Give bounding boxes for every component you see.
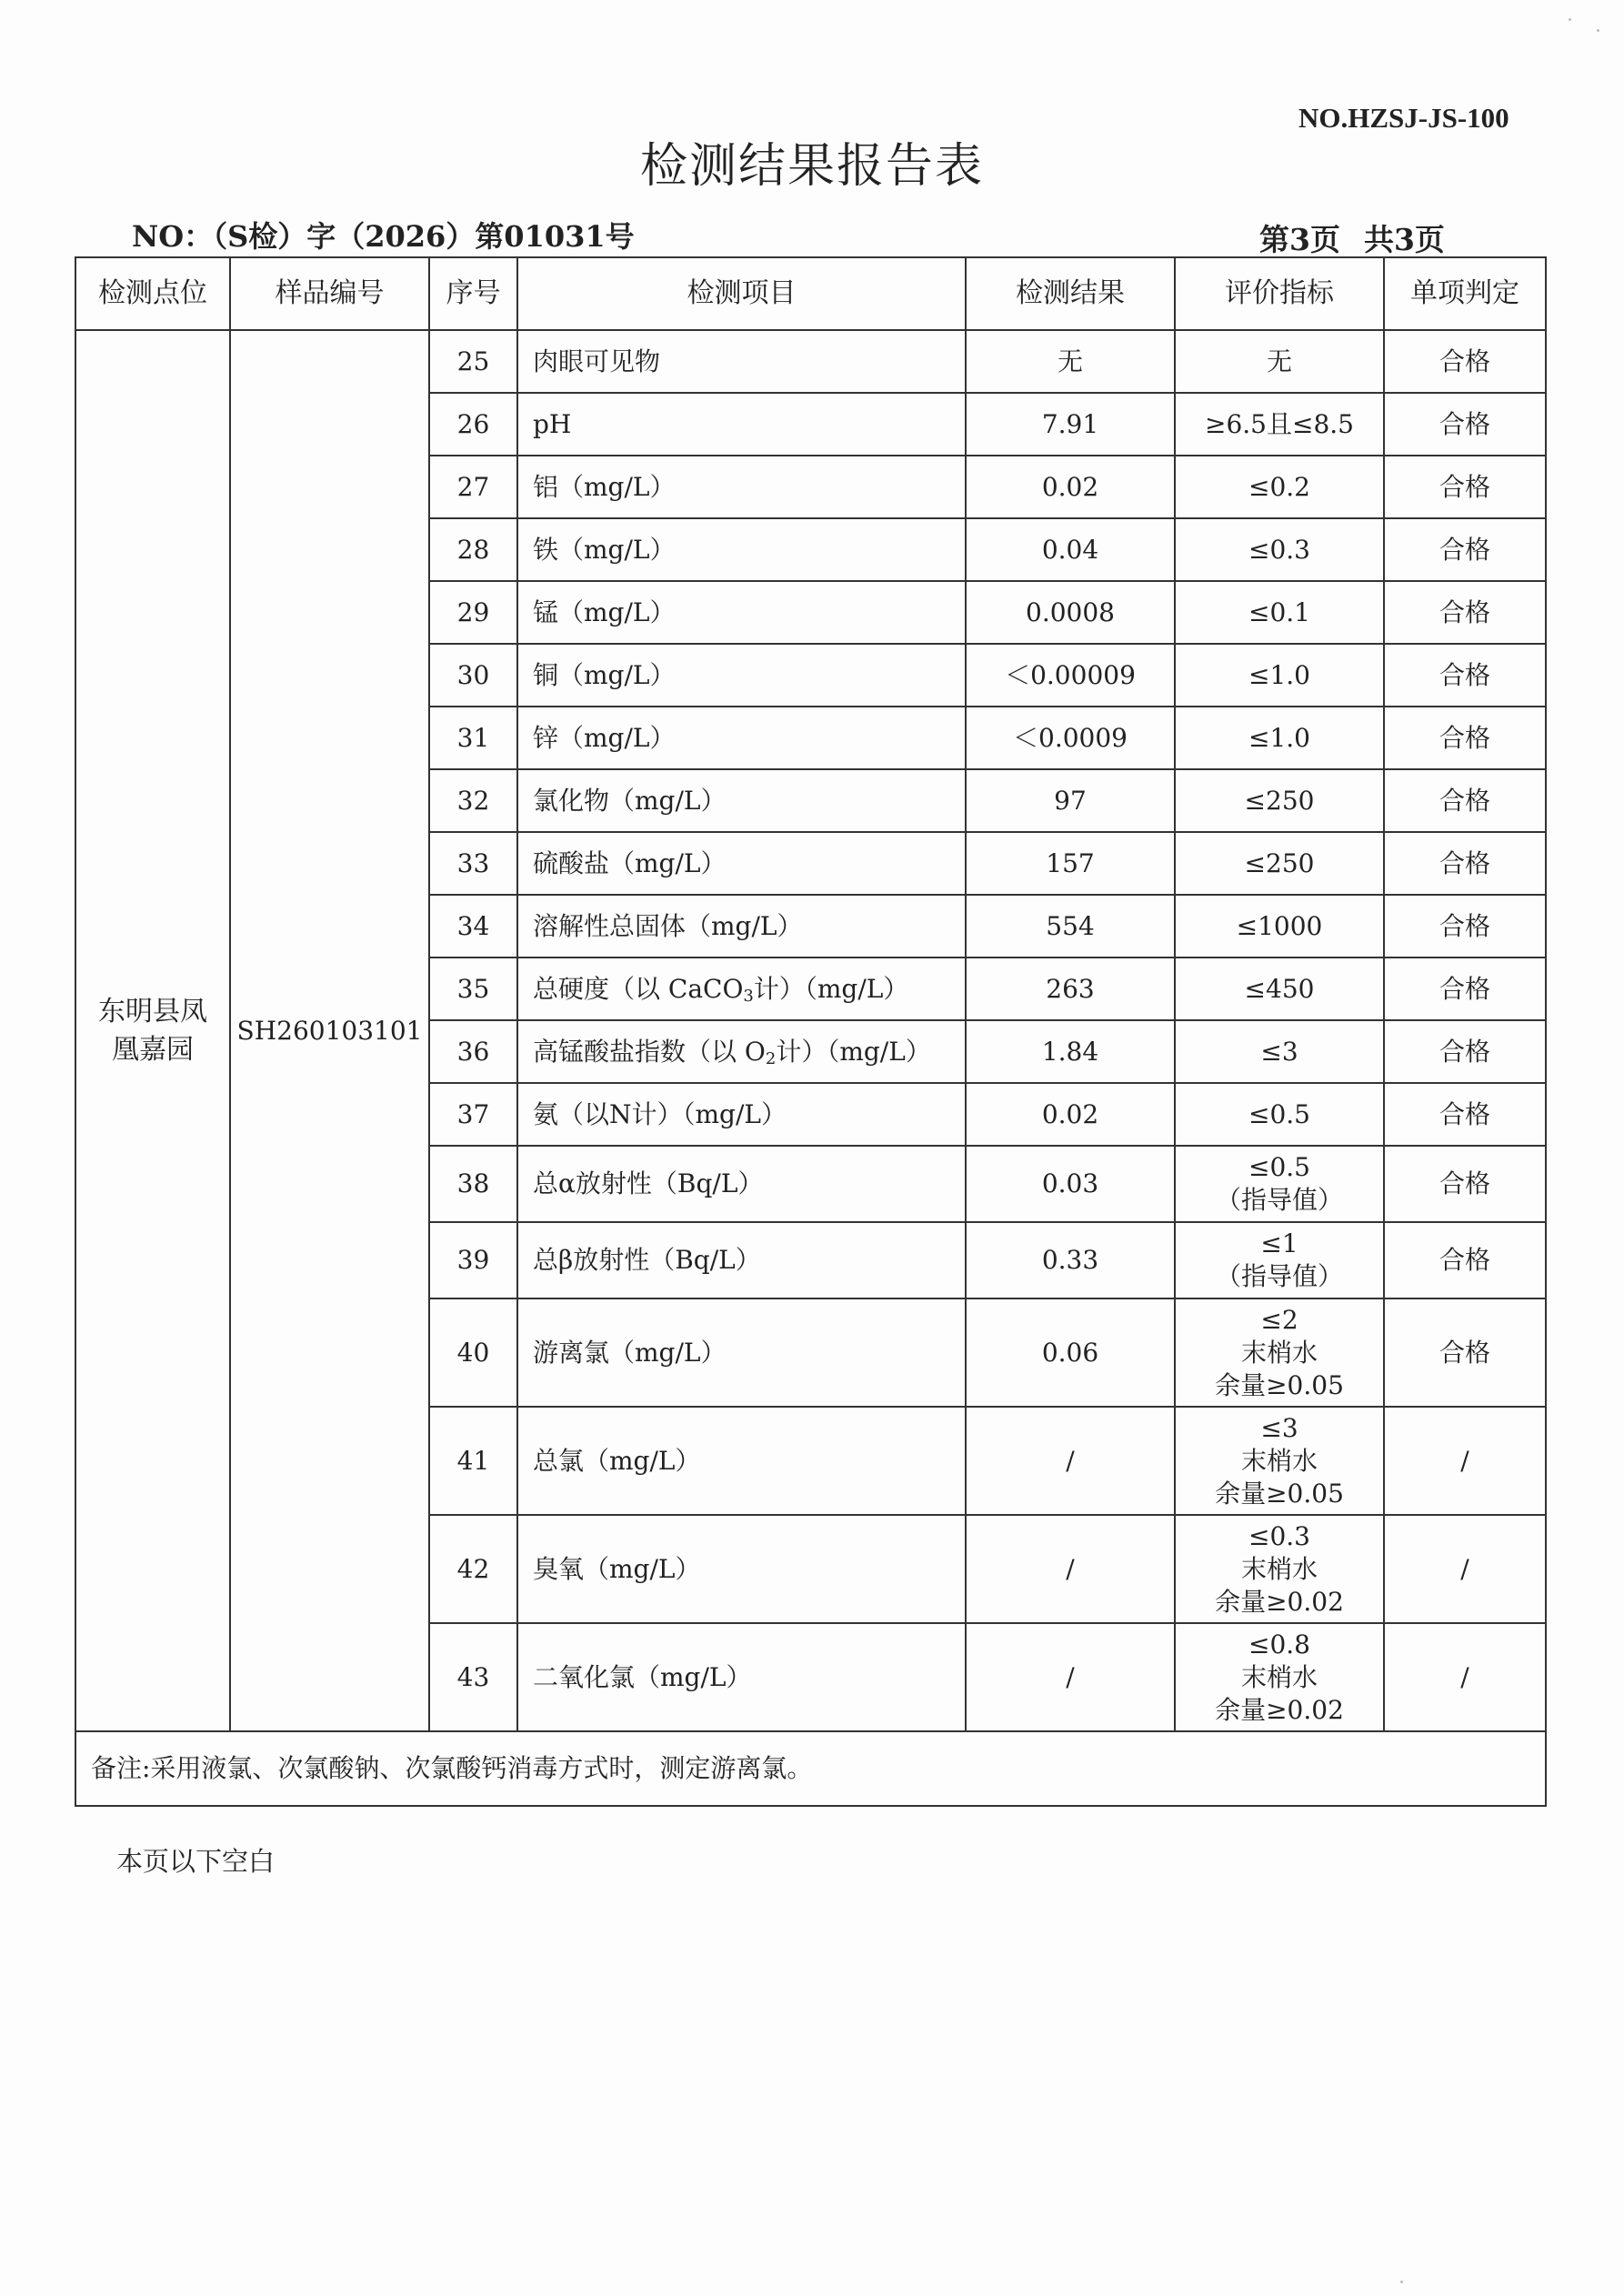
seq-cell: 40 xyxy=(429,1298,517,1407)
standard-cell xyxy=(1175,1222,1384,1298)
result-cell: ＜0.00009 xyxy=(966,644,1175,707)
verdict-cell: 合格 xyxy=(1384,1020,1546,1083)
standard-line: ≤3 xyxy=(1260,1412,1298,1443)
standard-line: 余量≥0.05 xyxy=(1215,1478,1344,1509)
item-cell: 氨（以N计）（mg/L） xyxy=(517,1083,966,1146)
standard-cell xyxy=(1175,1146,1384,1222)
seq-cell: 36 xyxy=(429,1020,517,1083)
seq-cell: 27 xyxy=(429,456,517,518)
col-header-result: 检测结果 xyxy=(966,257,1175,330)
item-cell: 铁（mg/L） xyxy=(517,518,966,581)
results-table xyxy=(75,256,1547,1807)
item-text: 计）（mg/L） xyxy=(753,973,909,1004)
seq-cell: 37 xyxy=(429,1083,517,1146)
item-cell: 锰（mg/L） xyxy=(517,581,966,644)
sample-no-cell: SH260103101 xyxy=(230,330,429,1731)
standard-line: ≤0.5 xyxy=(1248,1152,1310,1182)
item-text: 总硬度（以 CaCO xyxy=(533,973,744,1004)
standard-cell: ≤450 xyxy=(1175,958,1384,1020)
item-cell: 氯化物（mg/L） xyxy=(517,769,966,832)
standard-line: ≤1 xyxy=(1260,1228,1298,1258)
seq-cell: 32 xyxy=(429,769,517,832)
item-cell: 铝（mg/L） xyxy=(517,456,966,518)
standard-cell: ≤0.2 xyxy=(1175,456,1384,518)
blank-page-note: 本页以下空白 xyxy=(116,1846,276,1877)
verdict-cell: / xyxy=(1384,1515,1546,1623)
verdict-cell: 合格 xyxy=(1384,707,1546,769)
standard-cell: ≤0.3 xyxy=(1175,518,1384,581)
item-subscript: 3 xyxy=(743,986,754,1006)
standard-line: 余量≥0.02 xyxy=(1215,1694,1344,1725)
standard-cell: ≤250 xyxy=(1175,832,1384,895)
location-text: 东明县凤凰嘉园 xyxy=(98,995,207,1066)
scan-speck xyxy=(1597,29,1599,32)
result-cell: / xyxy=(966,1623,1175,1731)
standard-cell xyxy=(1175,1515,1384,1623)
page-current: 第3页 xyxy=(1259,222,1340,257)
item-cell xyxy=(517,1020,966,1083)
result-cell: 263 xyxy=(966,958,1175,1020)
result-cell: 554 xyxy=(966,895,1175,958)
result-cell: 0.33 xyxy=(966,1222,1175,1298)
standard-cell xyxy=(1175,1407,1384,1515)
verdict-cell: 合格 xyxy=(1384,1146,1546,1222)
result-cell: 无 xyxy=(966,330,1175,393)
item-cell: 游离氯（mg/L） xyxy=(517,1298,966,1407)
col-header-seq: 序号 xyxy=(429,257,517,330)
verdict-cell: 合格 xyxy=(1384,832,1546,895)
note-row xyxy=(75,1731,1546,1806)
report-number: NO：（S检）字（2026）第01031号 xyxy=(132,219,635,254)
seq-cell: 38 xyxy=(429,1146,517,1222)
result-cell: 1.84 xyxy=(966,1020,1175,1083)
standard-cell: ≤1.0 xyxy=(1175,644,1384,707)
seq-cell: 42 xyxy=(429,1515,517,1623)
result-cell: ＜0.0009 xyxy=(966,707,1175,769)
col-header-verdict: 单项判定 xyxy=(1384,257,1546,330)
location-cell xyxy=(75,330,230,1731)
result-cell: 0.04 xyxy=(966,518,1175,581)
standard-line: ≤0.8 xyxy=(1248,1629,1310,1659)
page-title: 检测结果报告表 xyxy=(639,139,984,194)
scan-speck xyxy=(1569,18,1571,21)
col-header-location: 检测点位 xyxy=(75,257,230,330)
col-header-item: 检测项目 xyxy=(517,257,966,330)
col-header-sample-no: 样品编号 xyxy=(230,257,429,330)
table-header-row xyxy=(75,257,1546,330)
col-header-standard: 评价指标 xyxy=(1175,257,1384,330)
verdict-cell: 合格 xyxy=(1384,393,1546,456)
result-cell: 0.02 xyxy=(966,456,1175,518)
seq-cell: 34 xyxy=(429,895,517,958)
item-cell: 溶解性总固体（mg/L） xyxy=(517,895,966,958)
standard-line: （指导值） xyxy=(1215,1185,1343,1215)
verdict-cell: 合格 xyxy=(1384,769,1546,832)
standard-cell: ≥6.5且≤8.5 xyxy=(1175,393,1384,456)
page-total: 共3页 xyxy=(1363,222,1445,257)
table-row xyxy=(75,330,1546,393)
page-indicator xyxy=(1259,216,1445,259)
item-cell: 锌（mg/L） xyxy=(517,707,966,769)
seq-cell: 25 xyxy=(429,330,517,393)
item-text: 计）（mg/L） xyxy=(776,1036,931,1067)
standard-line: 余量≥0.05 xyxy=(1215,1369,1344,1400)
verdict-cell: 合格 xyxy=(1384,518,1546,581)
standard-cell: 无 xyxy=(1175,330,1384,393)
standard-line: 末梢水 xyxy=(1240,1553,1318,1584)
item-cell: 总β放射性（Bq/L） xyxy=(517,1222,966,1298)
note-cell: 备注:采用液氯、次氯酸钠、次氯酸钙消毒方式时，测定游离氯。 xyxy=(75,1731,1546,1806)
item-cell xyxy=(517,958,966,1020)
item-cell: 总α放射性（Bq/L） xyxy=(517,1146,966,1222)
item-cell: 总氯（mg/L） xyxy=(517,1407,966,1515)
seq-cell: 26 xyxy=(429,393,517,456)
result-cell: 97 xyxy=(966,769,1175,832)
seq-cell: 33 xyxy=(429,832,517,895)
result-cell: 0.03 xyxy=(966,1146,1175,1222)
seq-cell: 43 xyxy=(429,1623,517,1731)
verdict-cell: / xyxy=(1384,1407,1546,1515)
standard-cell: ≤250 xyxy=(1175,769,1384,832)
verdict-cell: 合格 xyxy=(1384,644,1546,707)
standard-line: 末梢水 xyxy=(1240,1661,1318,1692)
result-cell: 0.0008 xyxy=(966,581,1175,644)
item-cell: 臭氧（mg/L） xyxy=(517,1515,966,1623)
standard-cell: ≤1.0 xyxy=(1175,707,1384,769)
standard-line: ≤2 xyxy=(1260,1304,1298,1335)
item-subscript: 2 xyxy=(765,1048,777,1068)
verdict-cell: 合格 xyxy=(1384,1298,1546,1407)
verdict-cell: 合格 xyxy=(1384,581,1546,644)
item-cell: 铜（mg/L） xyxy=(517,644,966,707)
standard-cell xyxy=(1175,1623,1384,1731)
standard-cell: ≤3 xyxy=(1175,1020,1384,1083)
verdict-cell: 合格 xyxy=(1384,1222,1546,1298)
seq-cell: 29 xyxy=(429,581,517,644)
document-code: NO.HZSJ-JS-100 xyxy=(1298,102,1509,134)
standard-cell: ≤0.5 xyxy=(1175,1083,1384,1146)
item-cell: 硫酸盐（mg/L） xyxy=(517,832,966,895)
standard-cell xyxy=(1175,1298,1384,1407)
standard-line: 末梢水 xyxy=(1240,1337,1318,1368)
standard-line: 余量≥0.02 xyxy=(1215,1586,1344,1617)
scan-speck xyxy=(1400,2281,1403,2283)
result-cell: 0.06 xyxy=(966,1298,1175,1407)
seq-cell: 39 xyxy=(429,1222,517,1298)
verdict-cell: / xyxy=(1384,1623,1546,1731)
standard-line: ≤0.3 xyxy=(1248,1520,1310,1551)
result-cell: / xyxy=(966,1407,1175,1515)
seq-cell: 31 xyxy=(429,707,517,769)
verdict-cell: 合格 xyxy=(1384,958,1546,1020)
verdict-cell: 合格 xyxy=(1384,456,1546,518)
item-cell: pH xyxy=(517,393,966,456)
standard-cell: ≤1000 xyxy=(1175,895,1384,958)
standard-cell: ≤0.1 xyxy=(1175,581,1384,644)
verdict-cell: 合格 xyxy=(1384,1083,1546,1146)
seq-cell: 28 xyxy=(429,518,517,581)
result-cell: 157 xyxy=(966,832,1175,895)
verdict-cell: 合格 xyxy=(1384,330,1546,393)
standard-line: 末梢水 xyxy=(1240,1445,1318,1476)
item-cell: 二氧化氯（mg/L） xyxy=(517,1623,966,1731)
verdict-cell: 合格 xyxy=(1384,895,1546,958)
seq-cell: 30 xyxy=(429,644,517,707)
seq-cell: 41 xyxy=(429,1407,517,1515)
item-cell: 肉眼可见物 xyxy=(517,330,966,393)
result-cell: / xyxy=(966,1515,1175,1623)
item-text: 高锰酸盐指数（以 O xyxy=(533,1036,766,1067)
seq-cell: 35 xyxy=(429,958,517,1020)
result-cell: 7.91 xyxy=(966,393,1175,456)
standard-line: （指导值） xyxy=(1215,1261,1343,1291)
result-cell: 0.02 xyxy=(966,1083,1175,1146)
